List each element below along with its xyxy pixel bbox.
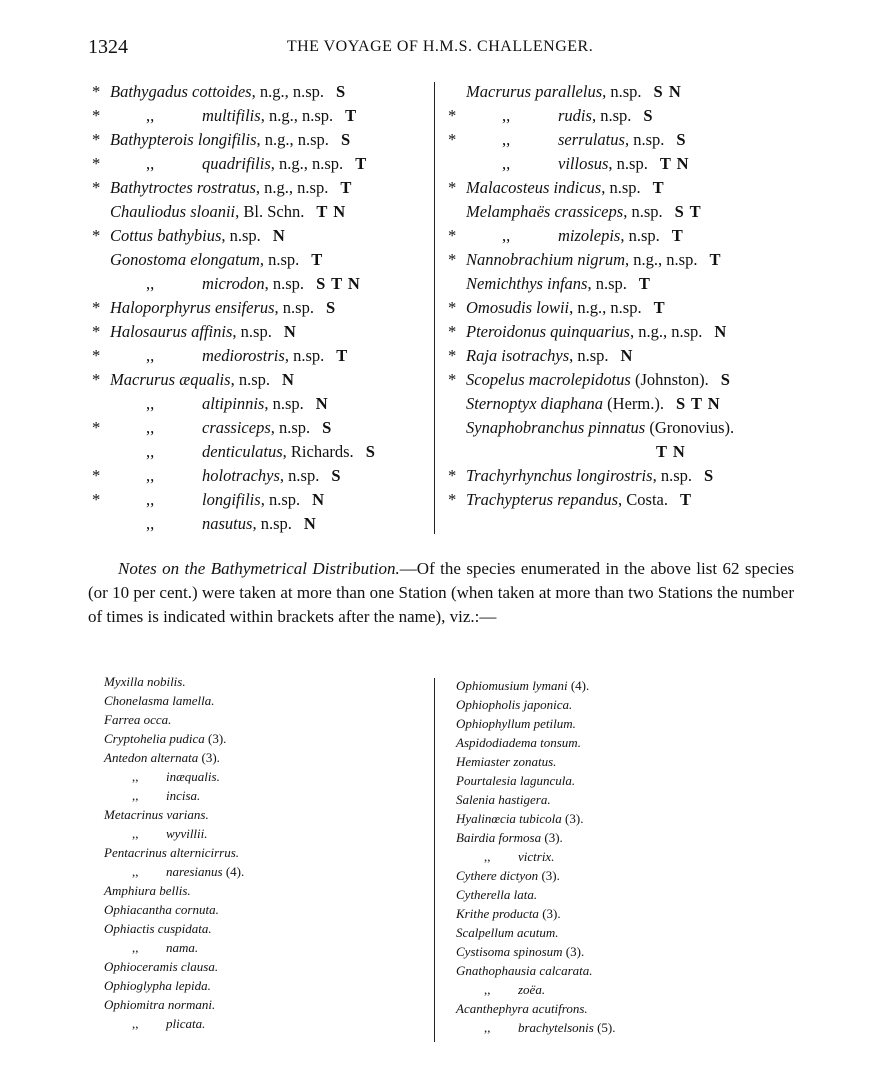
species-name: Ophiacantha cornuta. xyxy=(104,902,219,917)
species-name: mizolepis xyxy=(558,226,621,245)
species-name: Amphiura bellis. xyxy=(104,883,191,898)
station-count: (5). xyxy=(593,1020,616,1035)
species-name: incisa. xyxy=(166,788,201,803)
ditto-mark: ,, xyxy=(146,490,155,509)
species-detail: , Richards. xyxy=(282,442,354,461)
station-codes: N xyxy=(283,322,297,341)
species-name: villosus xyxy=(558,154,609,173)
ditto-mark: ,, xyxy=(502,154,511,173)
station-codes: N xyxy=(620,346,634,365)
species-name: Cytherella lata. xyxy=(456,887,538,902)
station-codes: T xyxy=(336,346,349,365)
asterisk-marker: * xyxy=(92,106,101,125)
station-codes: S N xyxy=(653,82,682,101)
species-name: Farrea occa. xyxy=(104,712,172,727)
species-name: victrix. xyxy=(518,849,555,864)
species-detail: , n.sp. xyxy=(230,370,270,389)
station-codes: T xyxy=(340,178,353,197)
station-count: (3). xyxy=(538,868,560,883)
station-codes: T xyxy=(652,178,665,197)
ditto-mark: ,, xyxy=(132,769,139,784)
species-detail: , n.sp. xyxy=(264,274,305,293)
species-detail: (Gronovius). xyxy=(645,418,735,437)
station-codes: S xyxy=(325,298,337,317)
species-name: altipinnis xyxy=(202,394,265,413)
asterisk-marker: * xyxy=(92,490,101,509)
notes-paragraph xyxy=(88,557,794,629)
ditto-mark: ,, xyxy=(132,940,139,955)
species-detail: , n.g., n.sp. xyxy=(255,178,329,197)
species-detail: , n.g., n.sp. xyxy=(256,130,329,149)
species-name: Synaphobranchus pinnatus xyxy=(466,418,646,437)
species-name: Myxilla nobilis. xyxy=(104,674,186,689)
species-name: Nemichthys infans xyxy=(466,274,588,293)
asterisk-marker: * xyxy=(448,226,457,245)
species-detail: , n.sp. xyxy=(274,298,314,317)
asterisk-marker: * xyxy=(92,322,101,341)
species-name: Chonelasma lamella. xyxy=(104,693,215,708)
ditto-mark: ,, xyxy=(146,442,155,461)
asterisk-marker: * xyxy=(448,250,457,269)
species-name: Trachyrhynchus longirostris xyxy=(466,466,653,485)
ditto-mark: ,, xyxy=(146,106,155,125)
station-codes: S xyxy=(703,466,715,485)
species-detail: , n.sp. xyxy=(569,346,609,365)
station-codes: S xyxy=(331,466,342,485)
notes-text: —Of the species enumerated in the above list 62 species (or 10 per cent.) were taken at more than one Station (when taken at more than two Stations the number of times is indicated within brackets after the name), viz.:— xyxy=(88,559,794,626)
asterisk-marker: * xyxy=(448,346,457,365)
station-count: (3). xyxy=(562,944,585,959)
species-name: inæqualis. xyxy=(166,769,220,784)
asterisk-marker: * xyxy=(92,346,101,365)
species-detail: , n.sp. xyxy=(623,202,663,221)
station-codes: N xyxy=(714,322,728,341)
species-detail: , Bl. Schn. xyxy=(235,202,305,221)
species-name: serrulatus xyxy=(558,130,625,149)
species-name: longifilis xyxy=(202,490,261,509)
species-detail: , n.sp. xyxy=(284,346,325,365)
column-divider-bottom xyxy=(434,678,435,1042)
station-codes: S xyxy=(365,442,376,461)
species-name: Pteroidonus quinquarius xyxy=(466,322,630,341)
asterisk-marker: * xyxy=(92,370,101,389)
species-name: Bathypterois longifilis xyxy=(110,130,257,149)
ditto-mark: ,, xyxy=(132,1016,139,1031)
station-count: (3). xyxy=(198,750,220,765)
species-name: Melamphaës crassiceps xyxy=(466,202,624,221)
ditto-mark: ,, xyxy=(146,346,155,365)
species-name: Aspidodiadema tonsum. xyxy=(456,735,581,750)
running-title: THE VOYAGE OF H.M.S. CHALLENGER. xyxy=(286,38,594,55)
species-name: Krithe producta xyxy=(456,906,539,921)
station-codes: T xyxy=(311,250,324,269)
ditto-mark: ,, xyxy=(132,826,139,841)
species-name: Malacosteus indicus xyxy=(466,178,602,197)
station-codes: S xyxy=(676,130,687,149)
ditto-mark: ,, xyxy=(146,394,155,413)
species-name: Cottus bathybius xyxy=(110,226,222,245)
species-name: Scopelus macrolepidotus xyxy=(466,370,631,389)
station-codes: T xyxy=(671,226,684,245)
species-detail: , n.sp. xyxy=(620,226,660,245)
species-detail: , n.sp. xyxy=(252,514,292,533)
species-name: Ophiopholis japonica. xyxy=(456,697,573,712)
ditto-mark: ,, xyxy=(502,226,511,245)
species-name: Nannobrachium nigrum xyxy=(466,250,626,269)
asterisk-marker: * xyxy=(92,298,101,317)
species-name: denticulatus xyxy=(202,442,283,461)
page-number: 1324 xyxy=(88,36,128,58)
species-name: crassiceps xyxy=(202,418,271,437)
station-count: (3). xyxy=(204,731,227,746)
species-name: Halosaurus affinis xyxy=(110,322,233,341)
ditto-mark: ,, xyxy=(484,1020,491,1035)
species-detail: , n.sp. xyxy=(221,226,261,245)
species-detail: (Johnston). xyxy=(630,370,709,389)
station-codes: S T N xyxy=(316,274,361,293)
station-codes: S T xyxy=(674,202,702,221)
species-name: Gonostoma elongatum xyxy=(110,250,260,269)
species-detail: , n.sp. xyxy=(602,82,642,101)
species-name: Haloporphyrus ensiferus xyxy=(110,298,275,317)
species-name: Bathytroctes rostratus xyxy=(110,178,256,197)
species-name: Pourtalesia laguncula. xyxy=(456,773,576,788)
asterisk-marker: * xyxy=(92,154,101,173)
species-name: holotrachys xyxy=(202,466,280,485)
species-detail: , n.sp. xyxy=(608,154,648,173)
species-name: multifilis xyxy=(202,106,261,125)
station-codes: T N xyxy=(656,442,686,461)
species-detail: , n.g., n.sp. xyxy=(625,250,698,269)
species-detail: , n.g., n.sp. xyxy=(569,298,642,317)
asterisk-marker: * xyxy=(92,178,101,197)
species-name: nama. xyxy=(166,940,199,955)
species-name: Ophiomusium lymani xyxy=(456,678,568,693)
asterisk-marker: * xyxy=(448,178,457,197)
ditto-mark: ,, xyxy=(502,130,511,149)
asterisk-marker: * xyxy=(448,106,457,125)
species-name: Pentacrinus alternicirrus. xyxy=(104,845,240,860)
species-name: microdon xyxy=(202,274,265,293)
species-detail: , n.g., n.sp. xyxy=(270,154,344,173)
species-name: Ophiactis cuspidata. xyxy=(104,921,212,936)
species-name: Antedon alternata xyxy=(104,750,199,765)
species-name: nasutus xyxy=(202,514,253,533)
asterisk-marker: * xyxy=(448,298,457,317)
species-name: Metacrinus varians. xyxy=(104,807,209,822)
ditto-mark: ,, xyxy=(146,514,155,533)
asterisk-marker: * xyxy=(448,322,457,341)
species-name: zoëa. xyxy=(518,982,546,997)
species-name: Cythere dictyon xyxy=(456,868,539,883)
species-name: wyvillii. xyxy=(166,826,208,841)
species-name: Salenia hastigera. xyxy=(456,792,551,807)
species-detail: , n.sp. xyxy=(279,466,320,485)
station-codes: T xyxy=(709,250,722,269)
ditto-mark: ,, xyxy=(146,274,155,293)
species-detail: , n.sp. xyxy=(270,418,311,437)
ditto-mark: ,, xyxy=(502,106,511,125)
ditto-mark: ,, xyxy=(132,788,139,803)
station-codes: N xyxy=(312,490,326,509)
station-codes: N xyxy=(303,514,317,533)
species-name: Cryptohelia pudica xyxy=(104,731,205,746)
species-name: Cystisoma spinosum xyxy=(456,944,563,959)
species-name: Scalpellum acutum. xyxy=(456,925,559,940)
asterisk-marker: * xyxy=(448,130,457,149)
station-count: (3). xyxy=(538,906,561,921)
station-codes: S T N xyxy=(675,394,721,413)
species-detail: , n.sp. xyxy=(601,178,641,197)
ditto-mark: ,, xyxy=(146,154,155,173)
page-header xyxy=(88,36,792,62)
species-name: Macrurus æqualis xyxy=(110,370,231,389)
asterisk-marker: * xyxy=(448,466,457,485)
species-name: Trachypterus repandus xyxy=(466,490,619,509)
species-name: Macrurus parallelus xyxy=(466,82,603,101)
species-detail: , n.sp. xyxy=(587,274,627,293)
ditto-mark: ,, xyxy=(484,849,491,864)
asterisk-marker: * xyxy=(92,418,101,437)
species-name: Hyalinœcia tubicola xyxy=(456,811,562,826)
species-detail: , n.sp. xyxy=(591,106,632,125)
station-codes: S xyxy=(336,82,347,101)
species-detail: , n.sp. xyxy=(624,130,665,149)
ditto-mark: ,, xyxy=(146,418,155,437)
station-codes: T N xyxy=(659,154,690,173)
notes-heading: Notes on the Bathymetrical Distribution. xyxy=(118,559,400,578)
species-detail: , n.g., n.sp. xyxy=(251,82,325,101)
species-name: Omosudis lowii xyxy=(466,298,570,317)
station-codes: N xyxy=(315,394,329,413)
station-codes: S xyxy=(643,106,654,125)
station-count: (4). xyxy=(567,678,590,693)
station-codes: S xyxy=(340,130,352,149)
species-detail: , n.sp. xyxy=(259,250,300,269)
station-codes: N xyxy=(272,226,286,245)
species-name: Ophiophyllum petilum. xyxy=(456,716,576,731)
ditto-mark: ,, xyxy=(132,864,139,879)
station-count: (3). xyxy=(541,830,563,845)
ditto-mark: ,, xyxy=(146,466,155,485)
asterisk-marker: * xyxy=(92,82,101,101)
species-detail: , n.sp. xyxy=(232,322,272,341)
asterisk-marker: * xyxy=(92,130,101,149)
species-name: Hemiaster zonatus. xyxy=(456,754,557,769)
station-codes: T xyxy=(345,106,358,125)
station-codes: S xyxy=(720,370,731,389)
asterisk-marker: * xyxy=(92,226,101,245)
species-name: Bathygadus cottoides xyxy=(110,82,252,101)
asterisk-marker: * xyxy=(92,466,101,485)
species-name: quadrifilis xyxy=(202,154,271,173)
species-name: plicata. xyxy=(166,1016,206,1031)
station-codes: T xyxy=(638,274,651,293)
species-detail: , n.sp. xyxy=(652,466,692,485)
species-name: Ophioceramis clausa. xyxy=(104,959,219,974)
species-detail: , n.sp. xyxy=(260,490,301,509)
species-name: naresianus xyxy=(166,864,223,879)
species-name: Sternoptyx diaphana xyxy=(466,394,604,413)
species-detail: , Costa. xyxy=(618,490,668,509)
station-count: (4). xyxy=(222,864,245,879)
station-codes: T xyxy=(679,490,692,509)
station-count: (3). xyxy=(561,811,584,826)
species-name: Ophioglypha lepida. xyxy=(104,978,211,993)
ditto-mark: ,, xyxy=(484,982,491,997)
species-name: Acanthephyra acutifrons. xyxy=(456,1001,588,1016)
station-codes: T N xyxy=(316,202,347,221)
station-codes: N xyxy=(281,370,295,389)
column-divider-top xyxy=(434,82,435,534)
station-codes: T xyxy=(653,298,666,317)
asterisk-marker: * xyxy=(448,370,457,389)
species-name: Chauliodus sloanii xyxy=(110,202,236,221)
species-detail: , n.g., n.sp. xyxy=(629,322,703,341)
station-codes: T xyxy=(355,154,368,173)
species-name: mediorostris xyxy=(202,346,285,365)
species-detail: (Herm.). xyxy=(603,394,664,413)
species-name: brachytelsonis xyxy=(518,1020,594,1035)
species-name: Bairdia formosa xyxy=(456,830,542,845)
asterisk-marker: * xyxy=(448,490,457,509)
species-detail: , n.sp. xyxy=(264,394,304,413)
species-detail: , n.g., n.sp. xyxy=(260,106,334,125)
species-name: rudis xyxy=(558,106,592,125)
station-codes: S xyxy=(322,418,333,437)
species-name: Ophiomitra normani. xyxy=(104,997,216,1012)
species-name: Raja isotrachys xyxy=(466,346,570,365)
species-name: Gnathophausia calcarata. xyxy=(456,963,593,978)
